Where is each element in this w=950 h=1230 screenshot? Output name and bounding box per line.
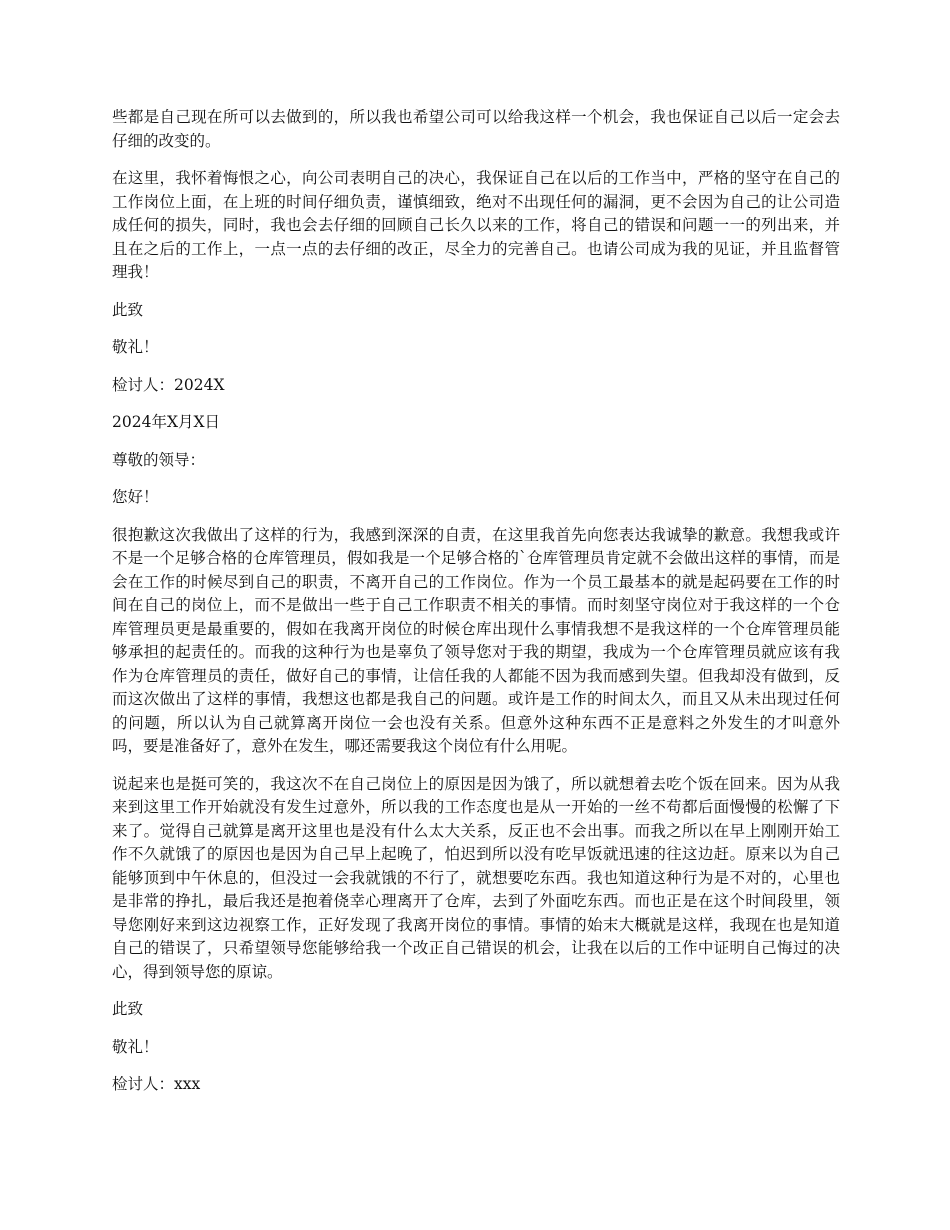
closing-jingli-2: 敬礼！	[112, 1037, 159, 1056]
signature-line: 检讨人：2024X	[112, 375, 225, 394]
paragraph-resolution: 在这里，我怀着悔恨之心，向公司表明自己的决心，我保证自己在以后的工作当中，严格的坚守在自己的工作岗位上面，在上班的时间仔细负责，谨慎细致，绝对不出现任何的漏洞，更不会因为自己的让公司造成任何的损失，同时，我也会去仔细的回顾自己长久以来的工作，将自己的错误和问题一一的列出来，并且在之后的工作上，一点一点的去仔细的改正，尽全力的完善自己。也请公司成为我的见证，并且监督管理我！	[112, 169, 840, 281]
document-page	[112, 106, 840, 1111]
signature-line-2: 检讨人：xxx	[112, 1075, 201, 1093]
greeting: 您好！	[112, 488, 159, 506]
closing-cizhi-2: 此致	[112, 1000, 144, 1018]
closing-jingli: 敬礼！	[112, 338, 159, 356]
paragraph-apology: 很抱歉这次我做出了这样的行为，我感到深深的自责，在这里我首先向您表达我诚挚的歉意。我想我或许不是一个足够合格的仓库管理员，假如我是一个足够合格的`仓库管理员肯定就不会做出这样的事情，而是会在工作的时候尽到自己的职责，不离开自己的工作岗位。作为一个员工最基本的就是起码要在工作的时间在自己的岗位上，而不是做出一些于自己工作职责不相关的事情。而时刻坚守岗位对于我这样的一个仓库管理员更是最重要的，假如在我离开岗位的时候仓库出现什么事情我想不是我这样的一个仓库管理员能够承担的起责任的。而我的这种行为也是辜负了领导您对于我的期望，我成为一个仓库管理员就应该有我作为仓库管理员的责任，做好自己的事情，让信任我的人都能不因为我而感到失望。但我却没有做到，反而这次做出了这样的事情，我想这也都是我自己的问题。或许是工作的时间太久，而且又从未出现过任何的问题，所以认为自己就算离开岗位一会也没有关系。但意外这种东西不正是意料之外发生的才叫意外吗，要是准备好了，意外在发生，哪还需要我这个岗位有什么用呢。	[112, 525, 840, 755]
salutation: 尊敬的领导：	[112, 450, 206, 469]
closing-cizhi: 此致	[112, 300, 144, 319]
paragraph-explanation: 说起来也是挺可笑的，我这次不在自己岗位上的原因是因为饿了，所以就想着去吃个饭在回来。因为从我来到这里工作开始就没有发生过意外，所以我的工作态度也是从一开始的一丝不苟都后面慢慢的松懈了下来了。觉得自己就算是离开这里也是没有什么太大关系，反正也不会出事。而我之所以在早上刚刚开始工作不久就饿了的原因也是因为自己早上起晚了，怕迟到所以没有吃早饭就迅速的往这边赶。原来以为自己能够顶到中午休息的，但没过一会我就饿的不行了，就想要吃东西。我也知道这种行为是不对的，心里也是非常的挣扎，最后我还是抱着侥幸心理离开了仓库，去到了外面吃东西。而也正是在这个时间段里，领导您刚好来到这边视察工作，正好发现了我离开岗位的事情。事情的始末大概就是这样，我现在也是知道自己的错误了，只希望领导您能够给我一个改正自己错误的机会，让我在以后的工作中证明自己悔过的决心，得到领导您的原谅。	[112, 774, 840, 981]
paragraph-continuation: 些都是自己现在所可以去做到的，所以我也希望公司可以给我这样一个机会，我也保证自己以后一定会去仔细的改变的。	[112, 108, 840, 150]
date-line: 2024年X月X日	[112, 413, 221, 431]
